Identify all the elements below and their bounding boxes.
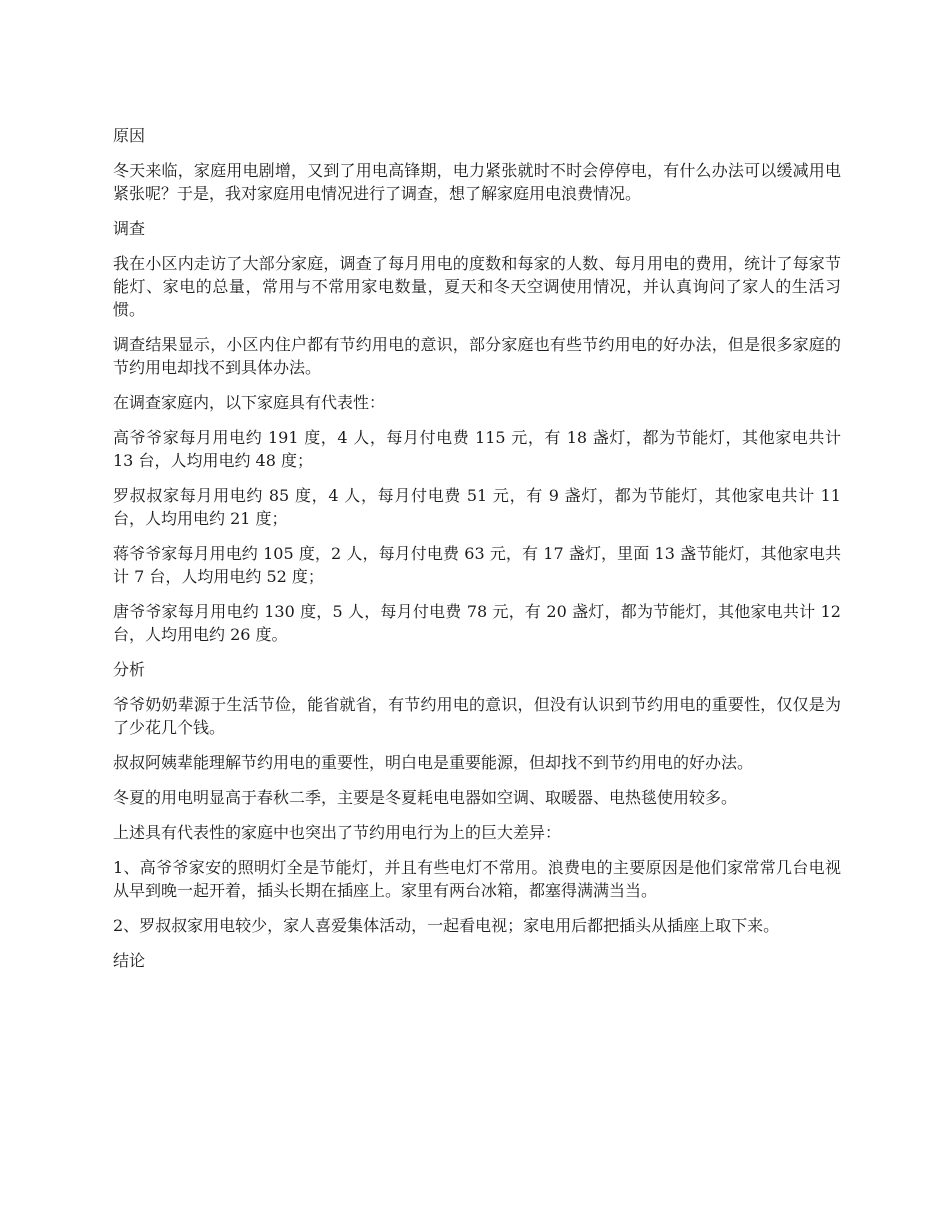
para-point-2: 2、罗叔叔家用电较少，家人喜爱集体活动，一起看电视；家电用后都把插头从插座上取下来。 [113,916,780,935]
para-analysis-elders: 爷爷奶奶辈源于生活节俭，能省就省，有节约用电的意识，但没有认识到节约用电的重要性，仅仅是为了少花几个钱。 [113,695,841,737]
para-survey-method: 我在小区内走访了大部分家庭，调查了每月用电的度数和每家的人数、每月用电的费用，统计了每家节能灯、家电的总量，常用与不常用家电数量，夏天和冬天空调使用情况，并认真询问了家人的生活习惯。 [113,254,841,319]
heading-survey: 调查 [113,219,146,238]
para-family-luo: 罗叔叔家每月用电约 85 度，4 人，每月付电费 51 元，有 9 盏灯，都为节能灯，其他家电共计 11 台，人均用电约 21 度； [113,486,841,528]
para-family-tang: 唐爷爷家每月用电约 130 度，5 人，每月付电费 78 元，有 20 盏灯，都为节能灯，其他家电共计 12 台，人均用电约 26 度。 [113,602,841,644]
document-page [113,124,841,984]
para-survey-result: 调查结果显示，小区内住户都有节约用电的意识，部分家庭也有些节约用电的好办法，但是很多家庭的节约用电却找不到具体办法。 [113,335,841,377]
heading-conclusion: 结论 [113,951,146,970]
para-analysis-middle: 叔叔阿姨辈能理解节约用电的重要性，明白电是重要能源，但却找不到节约用电的好办法。 [113,753,754,772]
heading-analysis: 分析 [113,660,146,679]
para-intro: 冬天来临，家庭用电剧增，又到了用电高锋期，电力紧张就时不时会停停电，有什么办法可以缓减用电紧张呢？于是，我对家庭用电情况进行了调查，想了解家庭用电浪费情况。 [113,161,841,203]
para-representative: 在调查家庭内，以下家庭具有代表性： [113,393,386,412]
para-analysis-season: 冬夏的用电明显高于春秋二季，主要是冬夏耗电电器如空调、取暖器、电热毯使用较多。 [113,788,738,807]
para-family-jiang: 蒋爷爷家每月用电约 105 度，2 人，每月付电费 63 元，有 17 盏灯，里面 13 盏节能灯，其他家电共计 7 台，人均用电约 52 度； [113,544,841,586]
para-family-gao: 高爷爷家每月用电约 191 度，4 人，每月付电费 115 元，有 18 盏灯，都为节能灯，其他家电共计 13 台，人均用电约 48 度； [113,428,841,470]
heading-reason: 原因 [113,126,146,145]
para-analysis-difference: 上述具有代表性的家庭中也突出了节约用电行为上的巨大差异： [113,823,562,842]
para-point-1: 1、高爷爷家安的照明灯全是节能灯，并且有些电灯不常用。浪费电的主要原因是他们家常常几台电视从早到晚一起开着，插头长期在插座上。家里有两台冰箱，都塞得满满当当。 [113,858,841,900]
